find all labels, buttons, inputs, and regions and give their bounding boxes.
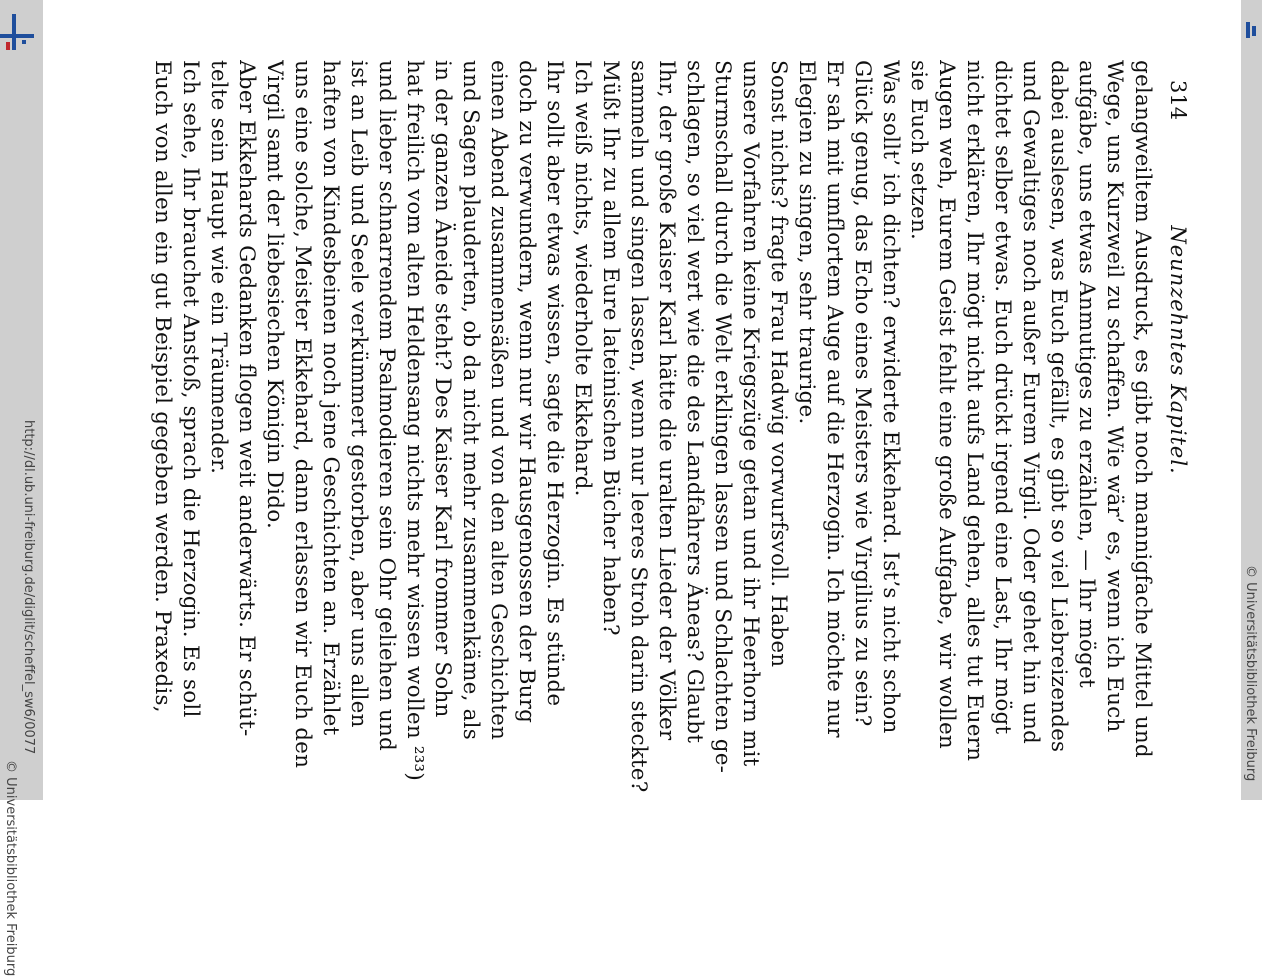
text-line: Elegien zu singen, sehr traurige. bbox=[794, 60, 819, 425]
running-title: Neunzehntes Kapitel. bbox=[1166, 225, 1190, 475]
text-line: einen Abend zusammensäßen und von den alten Geschichten bbox=[486, 60, 511, 741]
text-line: doch zu verwundern, wenn nur wir Hausgenossen der Burg bbox=[514, 60, 539, 724]
text-line: Aber Ekkehards Gedanken flogen weit anderwärts. Er schüt- bbox=[234, 60, 259, 737]
text-line: dabei auslesen, was Euch gefällt, es gibt so viel Liebreizendes bbox=[1046, 60, 1071, 753]
text-line: Was sollt’ ich dichten? erwiderte Ekkehard. Ist’s nicht schon bbox=[878, 60, 903, 734]
copyright-left: © Universitätsbibliothek Freiburg bbox=[3, 760, 18, 976]
text-line: in der ganzen Äneide steht? Des Kaiser Karl frommer Sohn bbox=[430, 60, 455, 718]
text-line: Müßt Ihr zu allem Eure lateinischen Bücher haben? bbox=[598, 60, 623, 636]
text-line: Ich weiß nichts, wiederholte Ekkehard. bbox=[570, 60, 595, 497]
library-logo-icon-right bbox=[1244, 20, 1258, 40]
text-line: uns eine solche, Meister Ekkehard, dann erlassen wir Euch den bbox=[290, 60, 315, 769]
text-line: und lieber schnarrendem Psalmodieren sein Ohr geliehen und bbox=[374, 60, 399, 751]
text-line: nicht erklären, Ihr mögt nicht aufs Land gehen, alles tut Euern bbox=[962, 60, 987, 762]
library-logo-icon bbox=[0, 14, 34, 50]
text-line: haften von Kindesbeinen noch jene Geschichten an. Erzählet bbox=[318, 60, 343, 736]
text-line: ist an Leib und Seele verkümmert gestorben, aber uns allen bbox=[346, 60, 371, 728]
page-body bbox=[148, 60, 1160, 800]
text-line: Glück genug, das Echo eines Meisters wie Virgilius zu sein? bbox=[850, 60, 875, 727]
text-line: und Gewaltiges noch außer Eurem Virgil. Oder gehet hin und bbox=[1018, 60, 1043, 744]
text-line: schlagen, so viel wert wie die des Landfahrers Äneas? Glaubt bbox=[682, 60, 707, 744]
text-line: Augen weh, Eurem Geist fehlt eine große Aufgabe, wir wollen bbox=[934, 60, 959, 749]
text-line: Ich sehe, Ihr brauchet Anstoß, sprach die Herzogin. Es soll bbox=[178, 60, 203, 718]
text-line: Euch von allen ein gut Beispiel gegeben werden. Praxedis, bbox=[150, 60, 175, 713]
text-line: sammeln und singen lassen, wenn nur leeres Stroh darin steckte? bbox=[626, 60, 651, 793]
source-url[interactable]: http://dl.ub.uni-freiburg.de/diglit/scheffel_sw6/0077 bbox=[21, 420, 36, 755]
text-line: und Sagen plauderten, ob da nicht mehr zusammenkäme, als bbox=[458, 60, 483, 740]
scanned-page bbox=[150, 60, 1200, 800]
text-line: Sonst nichts? fragte Frau Hadwig vorwurfsvoll. Haben bbox=[766, 60, 791, 668]
text-line: Virgil samt der liebesiechen Königin Dido. bbox=[262, 60, 287, 530]
page-header bbox=[1160, 60, 1200, 800]
text-line: hat freilich vom alten Heldensang nichts mehr wissen wollen ²³³) bbox=[402, 60, 427, 781]
text-line: aufgäbe, uns etwas Anmutiges zu erzählen, — Ihr möget bbox=[1074, 60, 1099, 688]
text-line: Er sah mit umflortem Auge auf die Herzogin. Ich möchte nur bbox=[822, 60, 847, 738]
page-number: 314 bbox=[1166, 80, 1190, 121]
text-line: dichtet selber etwas. Euch drückt irgend eine Last, Ihr mögt bbox=[990, 60, 1015, 735]
text-line: sie Euch setzen. bbox=[906, 60, 931, 241]
text-line: Ihr, der große Kaiser Karl hätte die uralten Lieder der Völker bbox=[654, 60, 679, 741]
text-line: telte sein Haupt wie ein Träumender. bbox=[206, 60, 231, 475]
copyright-right: © Universitätsbibliothek Freiburg bbox=[1243, 565, 1258, 782]
text-line: gelangweiltem Ausdruck, es gibt noch mannigfache Mittel und bbox=[1130, 60, 1155, 758]
text-line: unsere Vorfahren keine Kriegszüge getan und ihr Heerhorn mit bbox=[738, 60, 763, 767]
text-line: Ihr sollt aber etwas wissen, sagte die Herzogin. Es stünde bbox=[542, 60, 567, 707]
rotated-page-content bbox=[150, 60, 1200, 800]
text-line: Wege, uns Kurzweil zu schaffen. Wie wär’ es, wenn ich Euch bbox=[1102, 60, 1127, 733]
text-line: Sturmschall durch die Welt erklingen lassen und Schlachten ge- bbox=[710, 60, 735, 774]
